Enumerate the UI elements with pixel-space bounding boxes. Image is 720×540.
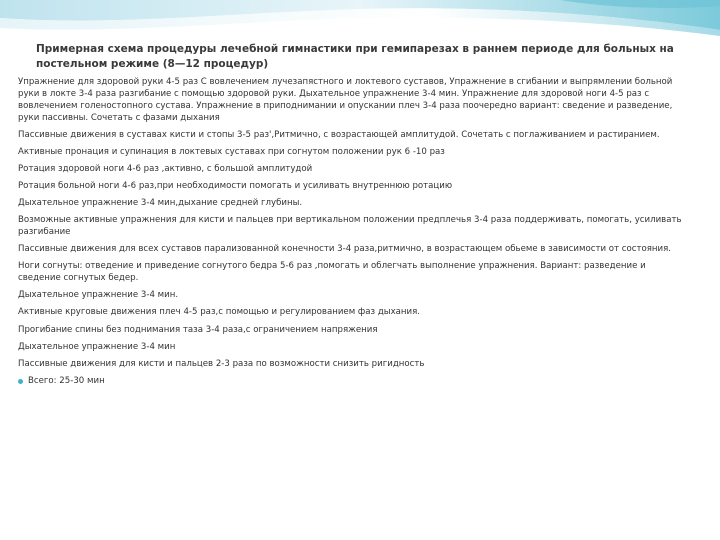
exercise-paragraph: Пассивные движения для всех суставов парализованной конечности 3-4 раза,ритмично, в возрастающем обьеме в зависимости от состояния. (18, 244, 672, 255)
exercise-paragraph: Активные пронация и супинация в локтевых суставах при согнутом положении рук 6 -10 раз (18, 146, 445, 157)
exercise-paragraph: Дыхательное упражнение 3-4 мин,дыхание средней глубины. (18, 198, 303, 209)
exercise-list (18, 77, 690, 393)
total-time-label: Всего: 25-30 мин (28, 375, 105, 386)
exercise-paragraph: Прогибание спины без поднимания таза 3-4 раза,с ограничением напряжения (18, 324, 378, 335)
exercise-paragraph: Ноги согнуты: отведение и приведение согнутого бедра 5-6 раз ,помогать и облегчать выполнение упражнения. Вариант: разведение и сведение согнутых бедер. (18, 261, 646, 284)
exercise-paragraph: Возможные активные упражнения для кисти и пальцев при вертикальном положении предплечья 3-4 раза поддерживать, помогать, усиливать разгибание (18, 215, 682, 238)
slide-title: Примерная схема процедуры лечебной гимнастики при гемипарезах в раннем периоде для больных на постельном режиме (8—12 процедур) (36, 43, 674, 70)
exercise-paragraph: Дыхательное упражнение 3-4 мин. (18, 290, 179, 301)
exercise-paragraph: Ротация здоровой ноги 4-6 раз ,активно, с большой амплитудой (18, 164, 313, 174)
exercise-paragraph: Активные круговые движения плеч 4-5 раз,с помощью и регулированием фаз дыхания. (18, 307, 421, 318)
exercise-paragraph: Пассивные движения в суставах кисти и стопы 3-5 раз',Ритмично, с возрастающей амплитудой. Сочетать с поглаживанием и растиранием. (18, 129, 660, 140)
exercise-paragraph: Упражнение для здоровой руки 4-5 раз С вовлечением лучезапястного и локтевого суставов, Упражнение в сгибании и выпрямлении больной руки в локте 3-4 раза разгибание с помощью здоровой руки. Дыхательное упражнение 3-4 мин. Упражнение для здоровой ноги 4-5 раз с вовлечением голеностопного сустава. Упражнение в приподнимании и опускании плеч 3-4 раза поочередно вариант: сведение и разведение, руки пассивны. Сочетать с фазами дыхания (18, 77, 673, 123)
total-time-item (18, 376, 690, 388)
exercise-paragraph: Ротация больной ноги 4-6 раз,при необходимости помогать и усиливать внутреннюю ротацию (18, 181, 453, 192)
exercise-paragraph: Пассивные движения для кисти и пальцев 2-3 раза по возможности снизить ригидность (18, 358, 425, 369)
exercise-paragraph: Дыхательное упражнение 3-4 мин (18, 341, 176, 352)
dot-bullet-icon (18, 379, 23, 384)
